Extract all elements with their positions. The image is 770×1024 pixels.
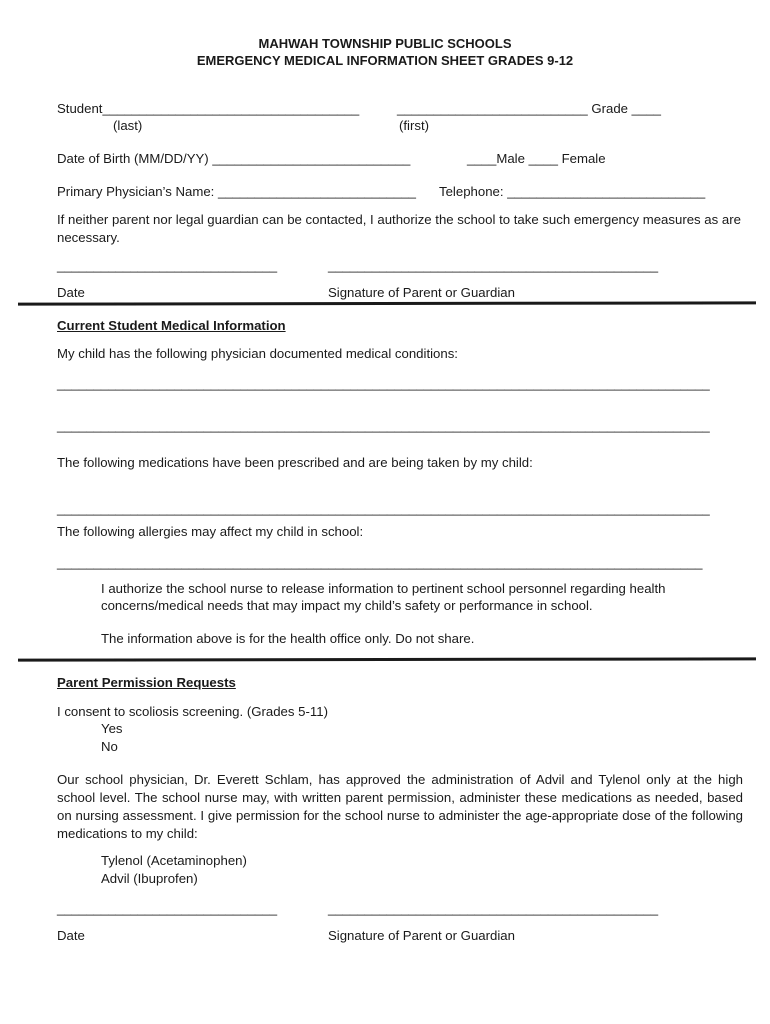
date-line-1[interactable]: ______________________________ [57,258,278,273]
date-label-2: Date [57,928,85,943]
section-divider-2 [18,657,756,661]
student-first-name-grade-field[interactable]: __________________________ Grade ____ [397,101,662,116]
health-office-only-checkbox[interactable] [79,631,99,647]
scoliosis-yes-checkbox[interactable] [79,721,99,737]
medical-info-heading: Current Student Medical Information [57,318,286,333]
allergies-label: The following allergies may affect my child in school: [57,524,364,539]
permission-requests-heading: Parent Permission Requests [57,675,236,690]
primary-physician-field[interactable]: Primary Physician’s Name: ___________________________ [57,184,417,199]
advil-checkbox[interactable] [79,871,99,887]
allergies-line[interactable]: ________________________________________________________________________________________ [57,555,703,570]
scoliosis-yes-label: Yes [101,721,123,736]
medications-label: The following medications have been prescribed and are being taken by my child: [57,455,533,470]
tylenol-checkbox[interactable] [79,853,99,869]
student-last-name-field[interactable]: Student___________________________________ [57,101,360,116]
scoliosis-no-label: No [101,739,118,754]
conditions-label: My child has the following physician documented medical conditions: [57,346,458,361]
last-name-caption: (last) [113,118,143,133]
conditions-line-2[interactable]: _________________________________________________________________________________________ [57,418,710,433]
medications-line[interactable]: _________________________________________________________________________________________ [57,501,710,516]
health-office-only-text: The information above is for the health office only. Do not share. [101,631,475,646]
scoliosis-no-checkbox[interactable] [79,739,99,755]
signature-line-2[interactable]: _____________________________________________ [328,901,659,916]
date-of-birth-field[interactable]: Date of Birth (MM/DD/YY) ___________________________ [57,151,411,166]
signature-label-1: Signature of Parent or Guardian [328,285,515,300]
conditions-line-1[interactable]: _________________________________________________________________________________________ [57,376,710,391]
date-label-1: Date [57,285,85,300]
form-title-line-2: EMERGENCY MEDICAL INFORMATION SHEET GRADES 9-12 [196,53,574,68]
form-title-line-1: MAHWAH TOWNSHIP PUBLIC SCHOOLS [258,36,512,51]
date-line-2[interactable]: ______________________________ [57,901,278,916]
signature-line-1[interactable]: _____________________________________________ [328,258,659,273]
telephone-field[interactable]: Telephone: ___________________________ [439,184,706,199]
gender-field[interactable]: ____Male ____ Female [467,151,606,166]
signature-label-2: Signature of Parent or Guardian [328,928,515,943]
emergency-authorization-text: If neither parent nor legal guardian can be contacted, I authorize the school to take such emergency measures as are necessary. [57,212,741,245]
advil-label: Advil (Ibuprofen) [101,871,198,886]
scoliosis-consent-label: I consent to scoliosis screening. (Grades 5-11) [57,704,328,719]
school-physician-text: Our school physician, Dr. Everett Schlam, has approved the administration of Advil and Tylenol only at the high school level. The school nurse may, with written parent permission, administer these medications as needed, based on nursing assessment. I give permission for the school nurse to administer the age-appropriate dose of the following medications to my child: [57,772,743,841]
tylenol-label: Tylenol (Acetaminophen) [101,853,247,868]
release-info-text: I authorize the school nurse to release information to pertinent school personnel regarding health concerns/medical needs that may impact my child’s safety or performance in school. [101,581,666,613]
release-info-checkbox[interactable] [79,581,99,597]
first-name-caption: (first) [399,118,430,133]
section-divider-1 [18,301,756,305]
